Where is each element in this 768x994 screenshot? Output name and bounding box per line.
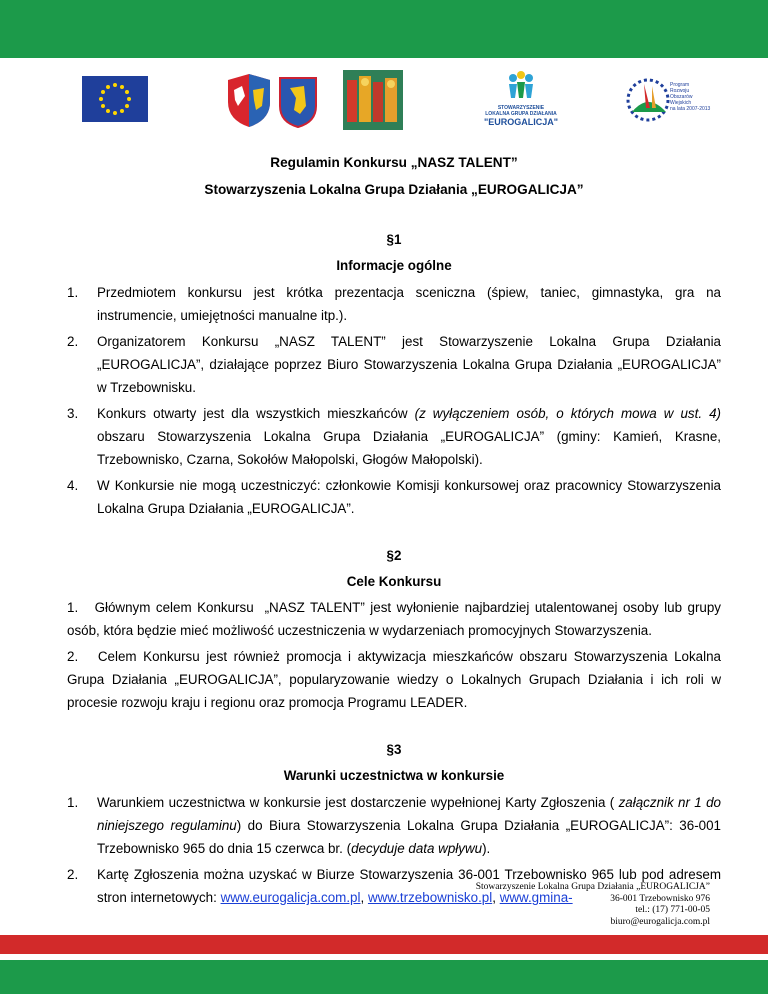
list-text: Konkurs otwarty jest dla wszystkich mieszkańców xyxy=(97,406,415,421)
section-3-heading: Warunki uczestnictwa w konkursie xyxy=(283,768,505,783)
list-number: 3. xyxy=(67,406,79,421)
section-1-mark: §1 xyxy=(386,232,402,247)
list-text: Przedmiotem konkursu jest krótka prezentacja sceniczna (śpiew, taniec, gimnastyka, gra na instrumencie, umiejętności manualne itp.). xyxy=(97,285,721,323)
list-number: 2. xyxy=(67,334,79,349)
list-text: ). xyxy=(482,841,491,856)
paragraph: 1. Głównym celem Konkursu „NASZ TALENT” jest wyłonienie najbardziej utalentowanej osoby lub grupy osób, która będzie mieć możliwość uczestniczenia w wydarzeniach promocyjnych Stowarzyszenia. xyxy=(67,600,725,638)
prow-text: Program xyxy=(670,82,690,88)
bottom-red-stripe xyxy=(0,935,768,954)
link-gmina[interactable]: www.gmina- xyxy=(499,890,573,905)
lgd-logo-text: STOWARZYSZENIE xyxy=(497,105,545,111)
separator: , xyxy=(360,890,368,905)
prow-text: na lata 2007-2013 xyxy=(670,106,711,112)
separator: , xyxy=(492,890,500,905)
logo-bar xyxy=(0,70,768,130)
lgd-eurogalicja-logo xyxy=(475,70,567,130)
trzebownisko-coat-of-arms-logo xyxy=(278,74,318,128)
section-1-heading: Informacje ogólne xyxy=(336,258,452,273)
list-number: 1. xyxy=(67,795,79,810)
footer-line: biuro@eurogalicja.com.pl xyxy=(610,916,710,927)
paragraph: 2. Celem Konkursu jest również promocja i aktywizacja mieszkańców obszaru Stowarzyszenia Lokalna Grupa Działania „EUROGALICJA”, popularyzowanie wiedzy o Lokalnych Grupach Działania i ich roli w procesie rozwoju kraju i regionu oraz promocja Programu LEADER. xyxy=(67,649,725,710)
list-text: obszaru Stowarzyszenia Lokalna Grupa Działania „EUROGALICJA” (gminy: Kamień, Krasne, Trzebownisko, Czarna, Sokołów Małopolski, Głogów Małopolski). xyxy=(97,429,721,467)
bottom-band xyxy=(0,935,768,994)
prow-text: Rozwoju xyxy=(670,88,690,94)
list-item xyxy=(67,330,721,399)
prow-logo xyxy=(622,72,711,128)
footer-line: Stowarzyszenie Lokalna Grupa Działania „EUROGALICJA” xyxy=(475,882,710,892)
list-number: 4. xyxy=(67,478,79,493)
footer-address xyxy=(476,882,710,928)
link-trzebownisko[interactable]: www.trzebownisko.pl xyxy=(367,890,493,905)
podkarpackie-coat-of-arms-logo xyxy=(226,72,272,128)
section-2-heading: Cele Konkursu xyxy=(346,574,442,589)
footer-line: tel.: (17) 771-00-05 xyxy=(635,905,710,915)
list-text-italic: decyduje data wpływu xyxy=(351,841,483,856)
list-item xyxy=(67,791,721,860)
lgd-logo-text: LOKALNA GRUPA DZIAŁANIA xyxy=(485,111,557,117)
prow-emblem-icon xyxy=(622,72,674,128)
list-item xyxy=(67,474,721,520)
list-number: 2. xyxy=(67,867,79,882)
people-icon xyxy=(501,70,541,100)
list-text-italic: załącznik nr 1 do niniejszego regulaminu xyxy=(97,795,721,833)
document-title: Regulamin Konkursu „NASZ TALENT” xyxy=(270,155,518,170)
list-item xyxy=(67,402,721,471)
mosaic-logo xyxy=(343,70,403,130)
eu-flag-logo xyxy=(82,76,148,122)
section-2-mark: §2 xyxy=(386,548,402,563)
document-body xyxy=(67,150,725,909)
list-text-italic: (z wyłączeniem osób, o których mowa w ust. 4) xyxy=(414,406,722,421)
list-text: Warunkiem uczestnictwa w konkursie jest dostarczenie wypełnionej Karty Zgłoszenia ( xyxy=(97,795,619,810)
prow-text: Wiejskich xyxy=(670,100,692,106)
top-green-band xyxy=(0,0,768,58)
document-subtitle: Stowarzyszenia Lokalna Grupa Działania „EUROGALICJA” xyxy=(204,182,584,197)
list-text: Organizatorem Konkursu „NASZ TALENT” jest Stowarzyszenie Lokalna Grupa Działania „EUROGALICJA”, działające poprzez Biuro Stowarzyszenia Lokalna Grupa Działania „EUROGALICJA” w Trzebownisku. xyxy=(97,334,721,395)
list-text: ) do Biura Stowarzyszenia Lokalna Grupa Działania „EUROGALICJA”: 36-001 Trzebownisko 965 do dnia 15 czerwca br. ( xyxy=(97,818,722,856)
list-item xyxy=(67,281,721,327)
link-eurogalicja[interactable]: www.eurogalicja.com.pl xyxy=(220,890,361,905)
bottom-green-stripe xyxy=(0,960,768,994)
lgd-logo-brand: "EUROGALICJA" xyxy=(483,117,559,127)
prow-text: Obszarów xyxy=(670,94,693,100)
section-3-mark: §3 xyxy=(386,742,402,757)
list-number: 1. xyxy=(67,285,79,300)
footer-line: 36-001 Trzebownisko 976 xyxy=(610,893,710,904)
list-text: W Konkursie nie mogą uczestniczyć: członkowie Komisji konkursowej oraz pracownicy Stowarzyszenia Lokalna Grupa Działania „EUROGALICJA”. xyxy=(97,478,721,516)
list-text: Kartę Zgłoszenia można uzyskać w Biurze Stowarzyszenia 36-001 Trzebownisko 965 lub pod adresem stron internetowych: xyxy=(97,867,721,905)
